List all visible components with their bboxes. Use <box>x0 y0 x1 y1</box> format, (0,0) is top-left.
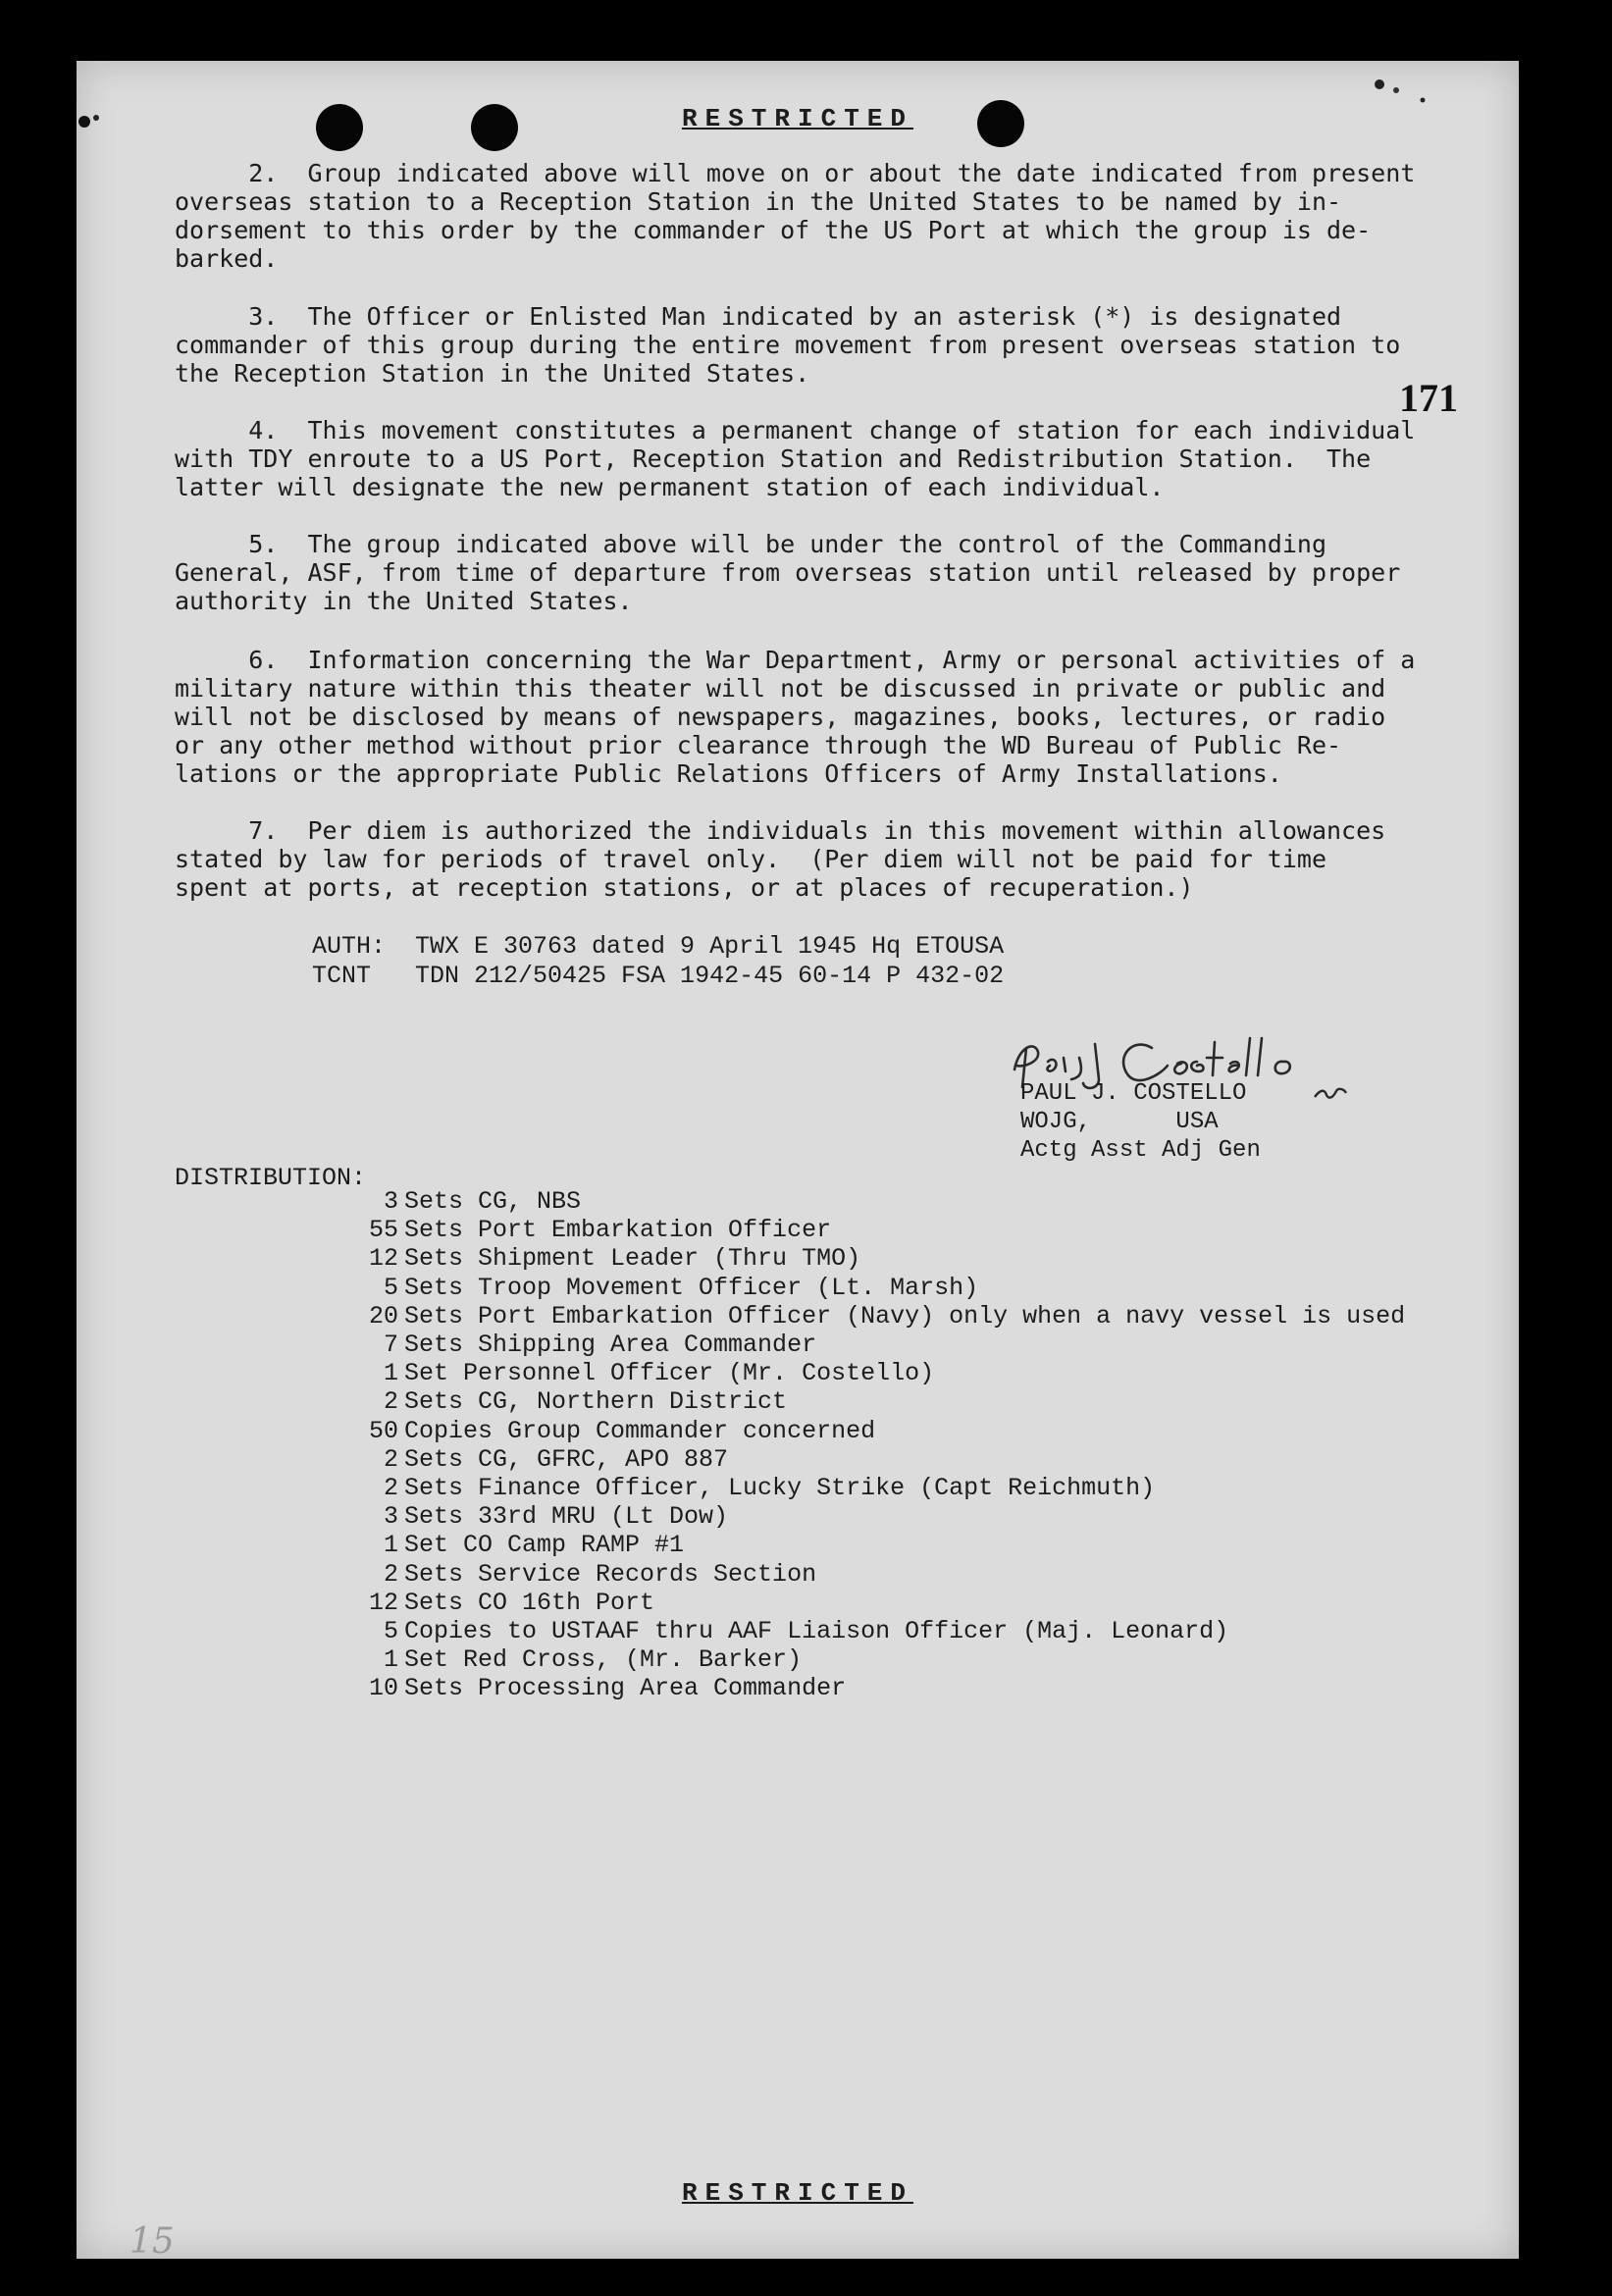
distribution-list <box>339 1187 1405 1703</box>
distribution-count: 10 <box>368 1674 398 1703</box>
distribution-text: Sets Shipping Area Commander <box>404 1331 817 1360</box>
distribution-item <box>339 1417 1405 1445</box>
distribution-item <box>339 1387 1405 1416</box>
distribution-count: 1 <box>383 1359 398 1388</box>
distribution-count: 12 <box>368 1244 398 1274</box>
distribution-count: 5 <box>383 1617 398 1646</box>
paragraph-4: 4. This movement constitutes a permanent change of station for each individual with TDY enroute to a US Port, Reception Station and Redistribution Station. The latter will designate the new permanent station of each individual. <box>175 416 1416 501</box>
distribution-item <box>339 1474 1405 1502</box>
distribution-item <box>339 1302 1405 1331</box>
distribution-text: Sets Service Records Section <box>404 1559 817 1589</box>
distribution-item <box>339 1331 1405 1359</box>
distribution-count: 2 <box>383 1559 398 1589</box>
distribution-count: 12 <box>368 1588 398 1617</box>
distribution-text: Sets Processing Area Commander <box>404 1674 847 1703</box>
distribution-text: Sets 33rd MRU (Lt Dow) <box>404 1502 729 1532</box>
distribution-item <box>339 1502 1405 1531</box>
distribution-text: Copies Group Commander concerned <box>404 1416 876 1445</box>
distribution-item <box>339 1445 1405 1474</box>
authority-reference: AUTH: TWX E 30763 dated 9 April 1945 Hq ETOUSA TCNT TDN 212/50425 FSA 1942-45 60-14 P 432-02 <box>312 932 1005 990</box>
distribution-text: Sets Shipment Leader (Thru TMO) <box>404 1244 861 1274</box>
pencil-annotation: 15 <box>130 2221 175 2262</box>
distribution-text: Set Red Cross, (Mr. Barker) <box>404 1645 803 1675</box>
signature-block: PAUL J. COSTELLO WOJG, USA Actg Asst Adj Gen <box>1020 1080 1261 1164</box>
distribution-count: 20 <box>368 1301 398 1331</box>
distribution-text: Sets Finance Officer, Lucky Strike (Capt Reichmuth) <box>404 1474 1156 1503</box>
distribution-item <box>339 1216 1405 1244</box>
distribution-item <box>339 1187 1405 1216</box>
document-page <box>77 61 1519 2262</box>
distribution-count: 2 <box>383 1474 398 1503</box>
paragraph-2: 2. Group indicated above will move on or about the date indicated from present overseas station to a Reception Station in the United States to be named by in- dorsement to this order by the commander of the US Port at which the group is de- barked. <box>175 159 1416 273</box>
distribution-text: Sets CG, GFRC, APO 887 <box>404 1444 729 1474</box>
distribution-text: Sets Troop Movement Officer (Lt. Marsh) <box>404 1273 979 1302</box>
distribution-count: 1 <box>383 1645 398 1675</box>
paragraph-7: 7. Per diem is authorized the individuals in this movement within allowances stated by law for periods of travel only. (Per diem will not be paid for time spent at ports, at reception stations, or at places of recuperation.) <box>175 816 1386 902</box>
distribution-text: Sets CG, NBS <box>404 1187 582 1216</box>
distribution-text: Sets Port Embarkation Officer (Navy) only when a navy vessel is used <box>404 1301 1406 1331</box>
distribution-item <box>339 1560 1405 1589</box>
classification-header: RESTRICTED <box>681 104 914 133</box>
distribution-text: Sets CG, Northern District <box>404 1387 788 1417</box>
paragraph-6: 6. Information concerning the War Department, Army or personal activities of a military nature within this theater will not be discussed in private or public and will not be disclosed by means of newspapers, magazines, books, lectures, or radio or any other method without prior clearance through the WD Bureau of Public Re- lations or the appropriate Public Relations Officers of Army Installations. <box>175 646 1416 788</box>
distribution-item <box>339 1274 1405 1302</box>
distribution-text: Set CO Camp RAMP #1 <box>404 1531 685 1560</box>
distribution-count: 1 <box>383 1531 398 1560</box>
distribution-item <box>339 1244 1405 1273</box>
distribution-count: 5 <box>383 1273 398 1302</box>
distribution-count: 3 <box>383 1187 398 1216</box>
distribution-item <box>339 1674 1405 1702</box>
distribution-text: Set Personnel Officer (Mr. Costello) <box>404 1359 935 1388</box>
page-number: 171 <box>1399 376 1458 420</box>
distribution-count: 2 <box>383 1387 398 1417</box>
distribution-item <box>339 1589 1405 1617</box>
distribution-count: 50 <box>368 1416 398 1445</box>
distribution-text: Copies to USTAAF thru AAF Liaison Officer (Maj. Leonard) <box>404 1617 1229 1646</box>
distribution-text: Sets CO 16th Port <box>404 1588 655 1617</box>
distribution-item <box>339 1645 1405 1674</box>
paragraph-5: 5. The group indicated above will be under the control of the Commanding General, ASF, from time of departure from overseas station until released by proper authority in the United States. <box>175 530 1401 615</box>
distribution-item <box>339 1617 1405 1645</box>
classification-footer: RESTRICTED <box>681 2178 914 2208</box>
distribution-count: 3 <box>383 1502 398 1532</box>
distribution-text: Sets Port Embarkation Officer <box>404 1216 832 1245</box>
paragraph-3: 3. The Officer or Enlisted Man indicated by an asterisk (*) is designated commander of this group during the entire movement from present overseas station to the Reception Station in the United States. <box>175 302 1401 388</box>
distribution-item <box>339 1531 1405 1559</box>
distribution-count: 7 <box>383 1331 398 1360</box>
distribution-count: 55 <box>368 1216 398 1245</box>
distribution-item <box>339 1359 1405 1387</box>
distribution-count: 2 <box>383 1444 398 1474</box>
distribution-label: DISTRIBUTION: <box>175 1164 367 1192</box>
